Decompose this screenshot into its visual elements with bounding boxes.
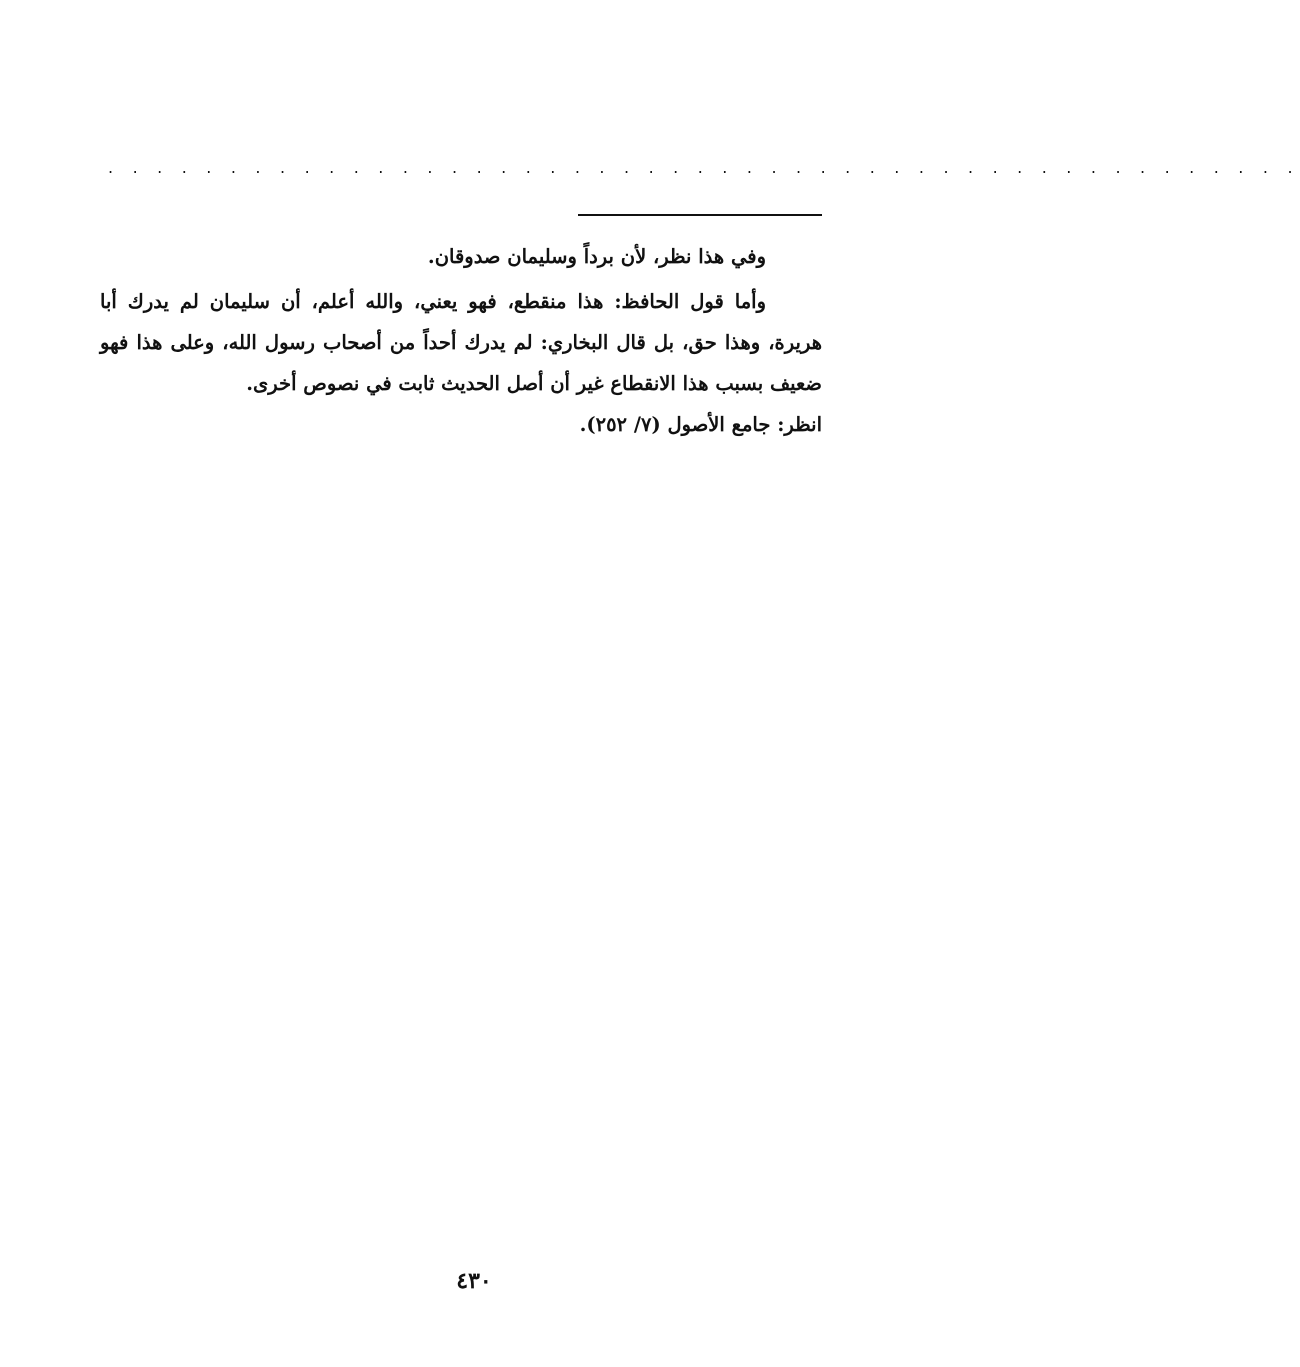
footnote-block [100, 236, 822, 445]
footnote-rule [578, 214, 822, 216]
footnote-paragraph-1: وفي هذا نظر، لأن برداً وسليمان صدوقان. [427, 245, 766, 268]
footnote-paragraph-2: وأما قول الحافظ: هذا منقطع، فهو يعني، والله أعلم، أن سليمان لم يدرك أبا هريرة، وهذا حق، بل قال البخاري: لم يدرك أحداً من أصحاب رسول الله، وعلى هذا فهو ضعيف بسبب هذا الانقطاع غير أن أصل الحديث ثابت في نصوص أخرى. [100, 290, 822, 395]
page-number: ٤٣٠ [456, 1268, 492, 1294]
footnote-reference: انظر: جامع الأصول (٧/ ٢٥٢). [579, 413, 822, 436]
dotted-separator: . . . . . . . . . . . . . . . . . . . . . . . . . . . . . . . . . . . . . . . . . . . . . . . . . [108, 158, 1300, 177]
